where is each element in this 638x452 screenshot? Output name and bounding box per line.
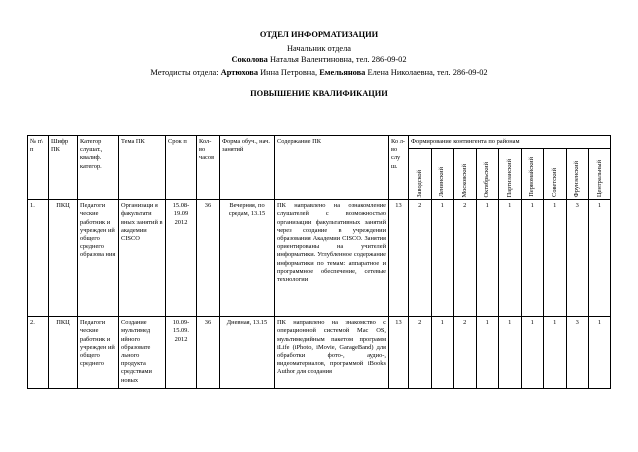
row-district-value: 1 [499,200,522,317]
row-district-value: 1 [544,200,567,317]
header-term: Срок п [166,136,197,200]
row-code: ПКЦ [49,317,78,389]
row-term: 15.08-19.09 2012 [166,200,197,317]
table-row [28,200,611,317]
row-district-value: 1 [499,317,522,389]
row-district-value: 1 [431,200,454,317]
district-header: Заводской [409,149,432,200]
row-district-value: 2 [454,200,477,317]
header-content: Содержание ПК [275,136,389,200]
department-title: ОТДЕЛ ИНФОРМАТИЗАЦИИ [259,30,379,39]
district-header: Ленинский [431,149,454,200]
row-form: Дневная, 13.15 [220,317,275,389]
header-row [28,136,611,149]
row-topic: Создание мультимед ийного образовате льного продукта средствами новых [119,317,166,389]
row-category: Педагоги ческие работник и учрежден ий общего среднего [78,317,119,389]
district-header: Октябрьский [476,149,499,200]
row-district-value: 2 [409,200,432,317]
district-header: Первомайский [521,149,544,200]
header-num: № п\ п [28,136,49,200]
row-hours: 36 [197,200,220,317]
head-rest: Наталья Валентиновна, тел. 286-09-02 [267,55,407,64]
head-title: Начальник отдела [286,44,352,53]
row-content: ПК направлено на знакомство с операционной системой Mac OS, мультимедийным пакетом программ iLife (iPhoto, iMovie, GarageBand) для обработки фото-, аудио-, видеоматериалов, программой iBooks Author для создания [275,317,389,389]
header-form: Форма обуч., нач. занятий [220,136,275,200]
header-code: Шифр ПК [49,136,78,200]
row-category: Педагоги ческие работник и учрежден ий общего среднего образова ния [78,200,119,317]
row-num: 1. [28,200,49,317]
methodist-1-surname: Артюхова [220,68,259,77]
row-district-value: 3 [566,200,589,317]
row-district-value: 1 [544,317,567,389]
district-header: Советский [544,149,567,200]
row-district-value: 1 [431,317,454,389]
row-num: 2. [28,317,49,389]
methodists-prefix: Методисты отдела: [150,68,221,77]
row-district-value: 2 [454,317,477,389]
methodist-2-surname: Емельянова [319,68,366,77]
table-row [28,317,611,389]
head-name: Соколова [231,55,268,64]
header-category: Категор слушат., квалиф. категор. [78,136,119,200]
row-district-value: 1 [476,200,499,317]
training-table [27,135,611,389]
row-count: 13 [389,317,409,389]
district-header: Фрунзенский [566,149,589,200]
header-count: Ко л-во слу ш. [389,136,409,200]
row-district-value: 1 [589,200,611,317]
row-district-value: 1 [589,317,611,389]
row-topic: Организаци я факультати вных занятий в академии CISCO [119,200,166,317]
row-district-value: 2 [409,317,432,389]
row-code: ПКЦ [49,200,78,317]
row-term: 10.09-15.09. 2012 [166,317,197,389]
header-districts: Формирование контингента по районам [409,136,611,149]
row-form: Вечерняя, по средам, 13.15 [220,200,275,317]
row-content: ПК направлено на ознакомление слушателей с возможностью организации факультативных занятий через создание в учреждении образования Академии CISCO. Занятия ориентированы на учителей информатики. Углубленное содержание информатики по темам: аппаратное и программное обеспечение, сетевые технологии [275,200,389,317]
header-topic: Тема ПК [119,136,166,200]
methodists-line [0,68,638,78]
district-header: Московский [454,149,477,200]
row-district-value: 1 [521,317,544,389]
row-district-value: 3 [566,317,589,389]
row-district-value: 1 [476,317,499,389]
district-header: Центральный [589,149,611,200]
district-header: Партизанский [499,149,522,200]
header-hours: Кол-во часов [197,136,220,200]
section-title: ПОВЫШЕНИЕ КВАЛИФИКАЦИИ [250,89,388,98]
row-count: 13 [389,200,409,317]
row-hours: 36 [197,317,220,389]
row-district-value: 1 [521,200,544,317]
methodist-1-rest: Инна Петровна, [258,68,320,77]
methodist-2-rest: Елена Николаевна, тел. 286-09-02 [365,68,488,77]
head-line [0,55,638,65]
